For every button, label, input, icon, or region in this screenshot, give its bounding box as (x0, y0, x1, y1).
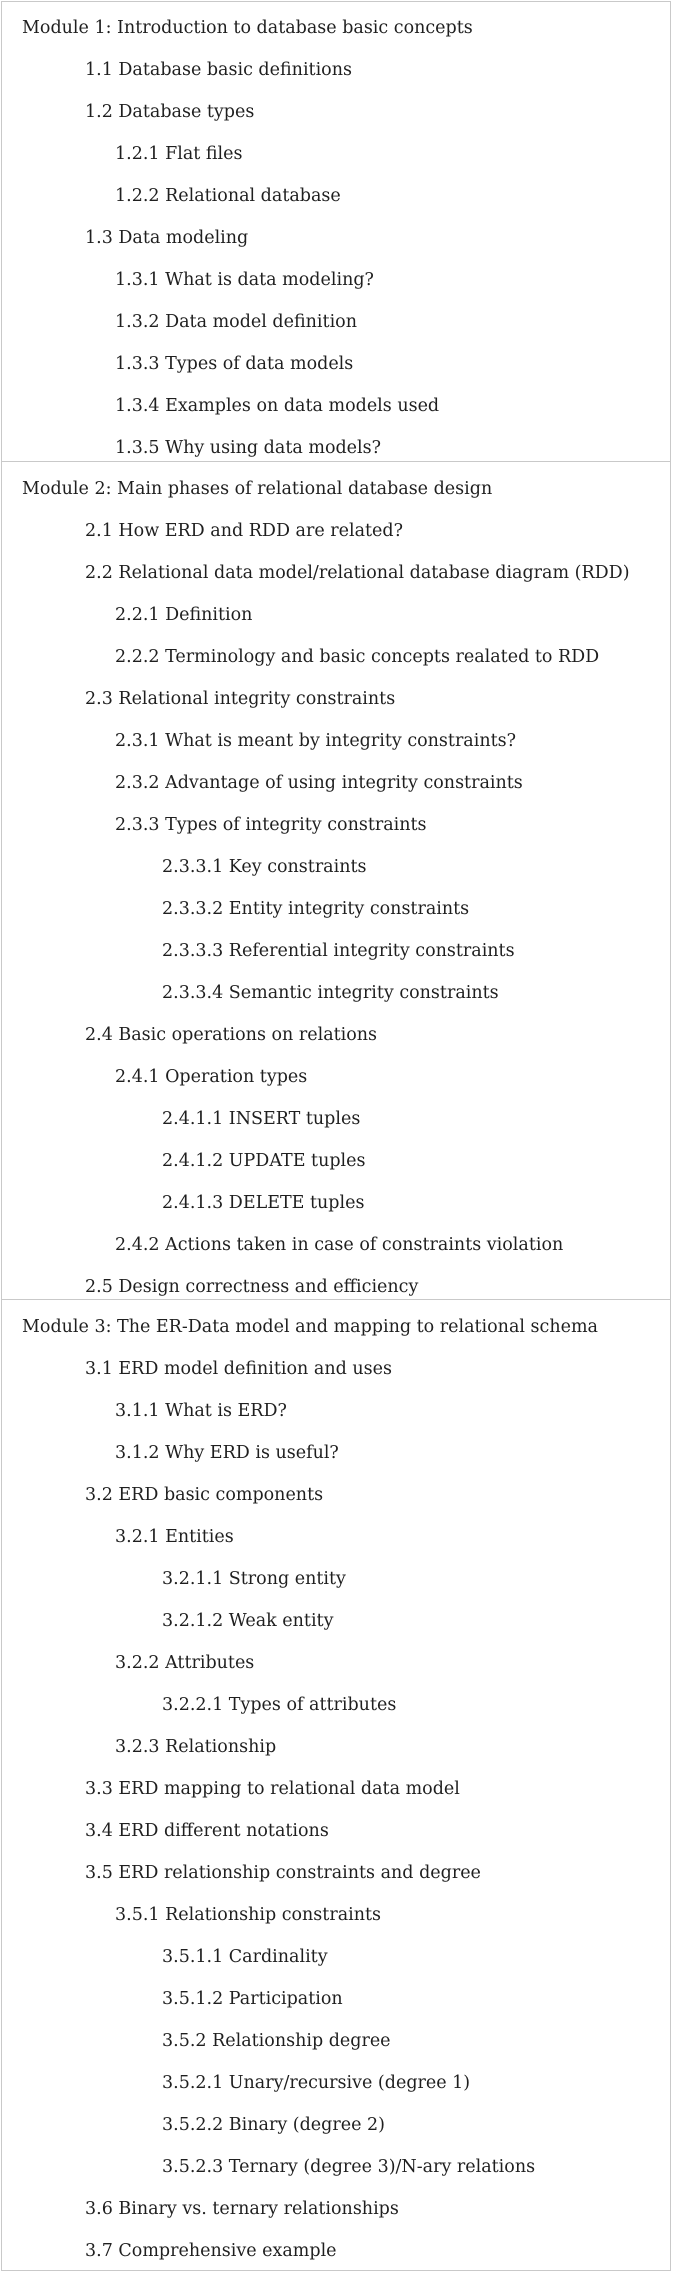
topic-item: 3.4 ERD different notations (85, 1821, 329, 1841)
topic-item: 2.3.3.3 Referential integrity constraints (162, 941, 515, 961)
topic-item: 1.3.3 Types of data models (115, 354, 354, 374)
module-3-heading: Module 3: The ER-Data model and mapping to relational schema (22, 1317, 598, 1337)
topic-item: 3.1.2 Why ERD is useful? (115, 1443, 339, 1463)
topic-item: 2.3.3.4 Semantic integrity constraints (162, 983, 499, 1003)
topic-item: 1.1 Database basic definitions (85, 60, 352, 80)
topic-item: 2.4.1.1 INSERT tuples (162, 1109, 361, 1129)
topic-item: 3.2.1.1 Strong entity (162, 1569, 346, 1589)
topic-item: 3.2.2 Attributes (115, 1653, 255, 1673)
topic-item: 3.2.2.1 Types of attributes (162, 1695, 397, 1715)
topic-item: 2.4.1.3 DELETE tuples (162, 1193, 365, 1213)
topic-item: 3.7 Comprehensive example (85, 2241, 337, 2261)
topic-item: 3.5.1.2 Participation (162, 1989, 343, 2009)
topic-item: 1.2.2 Relational database (115, 186, 341, 206)
topic-item: 3.5 ERD relationship constraints and degree (85, 1863, 481, 1883)
topic-item: 2.3.3.1 Key constraints (162, 857, 367, 877)
topic-item: 2.3.3.2 Entity integrity constraints (162, 899, 470, 919)
topic-item: 2.5 Design correctness and efficiency (85, 1277, 419, 1297)
topic-item: 2.1 How ERD and RDD are related? (85, 521, 403, 541)
topic-item: 3.1.1 What is ERD? (115, 1401, 287, 1421)
topic-item: 2.2 Relational data model/relational database diagram (RDD) (85, 563, 630, 583)
topic-item: 1.3 Data modeling (85, 228, 249, 248)
topic-item: 3.1 ERD model definition and uses (85, 1359, 392, 1379)
module-1-block (1, 1, 671, 462)
topic-item: 2.4.1.2 UPDATE tuples (162, 1151, 366, 1171)
topic-item: 2.3.2 Advantage of using integrity constraints (115, 773, 523, 793)
topic-item: 3.5.2.2 Binary (degree 2) (162, 2115, 385, 2135)
topic-item: 1.2 Database types (85, 102, 255, 122)
topic-item: 3.5.2 Relationship degree (162, 2031, 391, 2051)
module-2-block (1, 461, 671, 1300)
topic-item: 2.2.2 Terminology and basic concepts realated to RDD (115, 647, 600, 667)
module-1-heading: Module 1: Introduction to database basic concepts (22, 18, 473, 38)
topic-item: 2.4 Basic operations on relations (85, 1025, 378, 1045)
topic-item: 1.2.1 Flat files (115, 144, 243, 164)
topic-item: 1.3.1 What is data modeling? (115, 270, 374, 290)
topic-item: 3.3 ERD mapping to relational data model (85, 1779, 460, 1799)
topic-item: 3.2.1.2 Weak entity (162, 1611, 334, 1631)
topic-item: 3.2 ERD basic components (85, 1485, 324, 1505)
topic-item: 3.2.1 Entities (115, 1527, 234, 1547)
topic-item: 3.2.3 Relationship (115, 1737, 277, 1757)
topic-item: 1.3.4 Examples on data models used (115, 396, 440, 416)
topic-item: 1.3.2 Data model definition (115, 312, 357, 332)
module-3-block (1, 1299, 671, 2271)
topic-item: 3.5.1 Relationship constraints (115, 1905, 382, 1925)
topic-item: 1.3.5 Why using data models? (115, 438, 381, 458)
topic-item: 2.4.2 Actions taken in case of constraints violation (115, 1235, 564, 1255)
topic-item: 2.3.1 What is meant by integrity constraints? (115, 731, 517, 751)
topic-item: 2.4.1 Operation types (115, 1067, 308, 1087)
topic-item: 3.5.2.1 Unary/recursive (degree 1) (162, 2073, 471, 2093)
topic-item: 3.5.1.1 Cardinality (162, 1947, 328, 1967)
topic-item: 2.2.1 Definition (115, 605, 253, 625)
topic-item: 3.6 Binary vs. ternary relationships (85, 2199, 399, 2219)
topic-item: 2.3 Relational integrity constraints (85, 689, 396, 709)
topic-item: 2.3.3 Types of integrity constraints (115, 815, 427, 835)
syllabus-table (1, 1, 671, 2271)
module-2-heading: Module 2: Main phases of relational database design (22, 479, 493, 499)
topic-item: 3.5.2.3 Ternary (degree 3)/N-ary relations (162, 2157, 536, 2177)
